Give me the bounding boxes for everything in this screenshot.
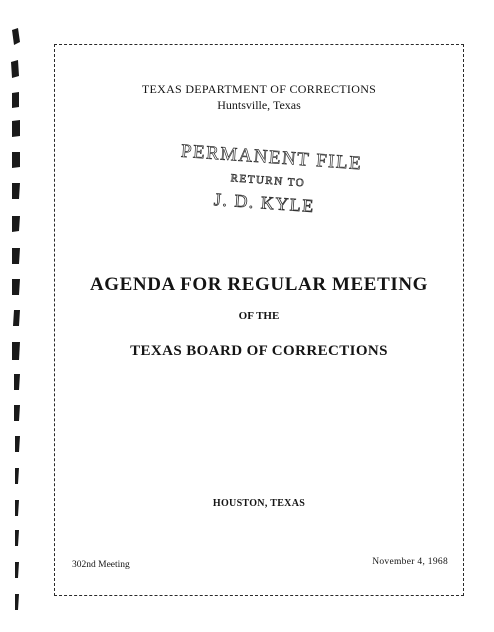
title-connector: OF THE xyxy=(238,310,280,322)
stamp-line-1: PERMANENT FILE xyxy=(180,140,363,175)
meeting-location: HOUSTON, TEXAS xyxy=(212,498,306,509)
meeting-date: November 4, 1968 xyxy=(372,557,448,567)
meeting-number: 302nd Meeting xyxy=(72,560,130,570)
stamp-line-2: RETURN TO xyxy=(230,172,306,190)
agenda-title: AGENDA FOR REGULAR MEETING xyxy=(89,274,429,295)
department-location: Huntsville, Texas xyxy=(217,98,301,112)
department-heading: TEXAS DEPARTMENT OF CORRECTIONS xyxy=(141,82,377,96)
binding-holes xyxy=(0,0,30,632)
stamp-line-3: J. D. KYLE xyxy=(213,189,316,217)
board-name: TEXAS BOARD OF CORRECTIONS xyxy=(130,343,388,359)
